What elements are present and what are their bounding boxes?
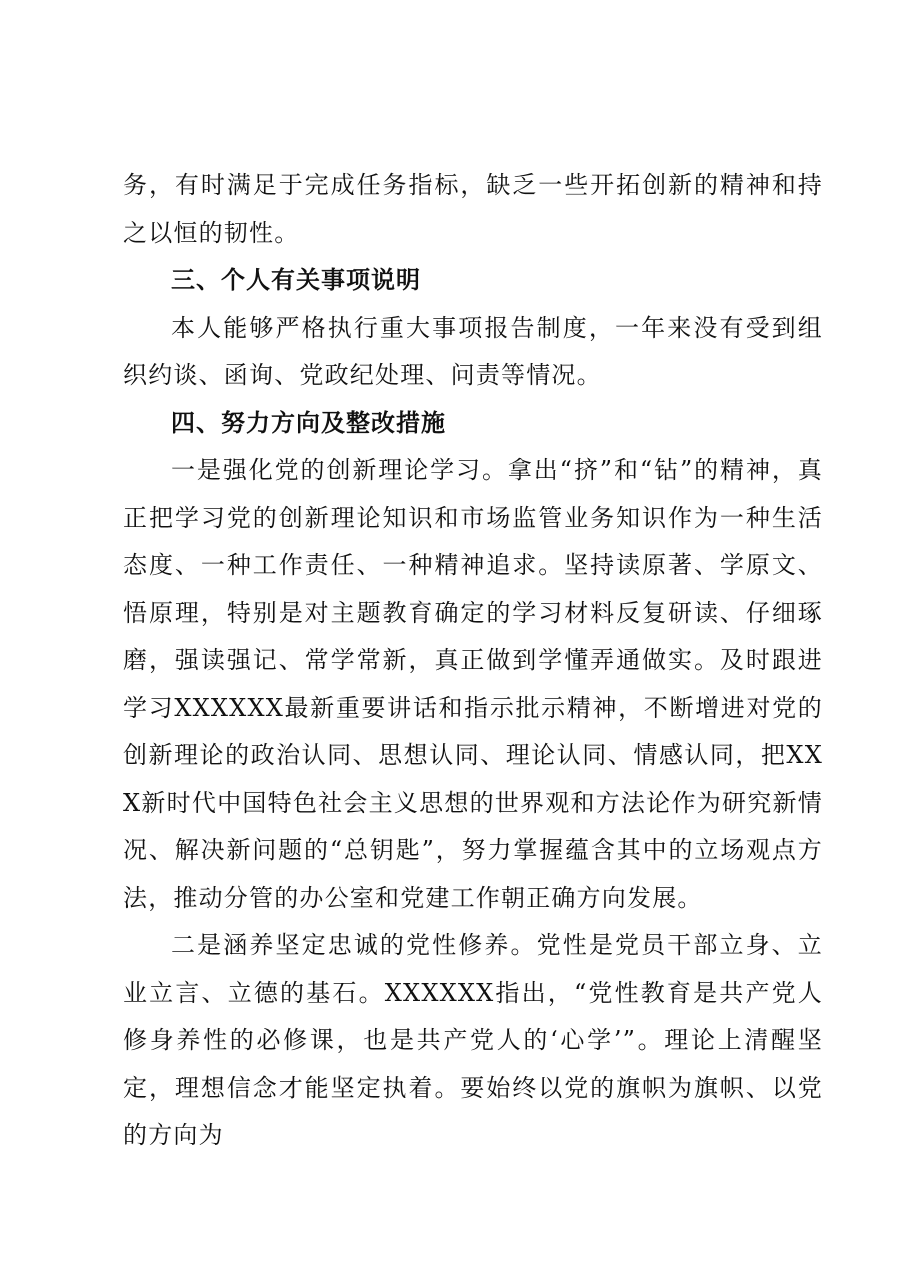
section-heading-3: 三、个人有关事项说明 — [171, 266, 421, 294]
paragraph-personal-matters: 本人能够严格执行重大事项报告制度，一年来没有受到组织约谈、函询、党政纪处理、问责等情况。 — [123, 313, 823, 389]
section-heading-4: 四、努力方向及整改措施 — [171, 408, 446, 437]
paragraph-party-spirit: 二是涵养坚定忠诚的党性修养。党性是党员干部立身、立业立言、立德的基石。XXXXXX指出，“党性教育是共产党人修身养性的必修课，也是共产党人的‘心学’”。理论上清醒坚定，理想信念才能坚定执着。要始终以党的旗帜为旗帜、以党的方向为 — [123, 931, 823, 1149]
paragraph-theory-study: 一是强化党的创新理论学习。拿出“挤”和“钻”的精神，真正把学习党的创新理论知识和市场监管业务知识作为一种生活态度、一种工作责任、一种精神追求。坚持读原著、学原文、悟原理，特别是对主题教育确定的学习材料反复研读、仔细琢磨，强读强记、常学常新，真正做到学懂弄通做实。及时跟进学习XXXXXX最新重要讲话和指示批示精神，不断增进对党的创新理论的政治认同、思想认同、理论认同、情感认同，把XXX新时代中国特色社会主义思想的世界观和方法论作为研究新情况、解决新问题的“总钥匙”，努力掌握蕴含其中的立场观点方法，推动分管的办公室和党建工作朝正确方向发展。 — [123, 456, 823, 912]
document-body — [123, 162, 823, 1160]
paragraph-continuation: 务，有时满足于完成任务指标，缺乏一些开拓创新的精神和持之以恒的韧性。 — [123, 171, 823, 247]
